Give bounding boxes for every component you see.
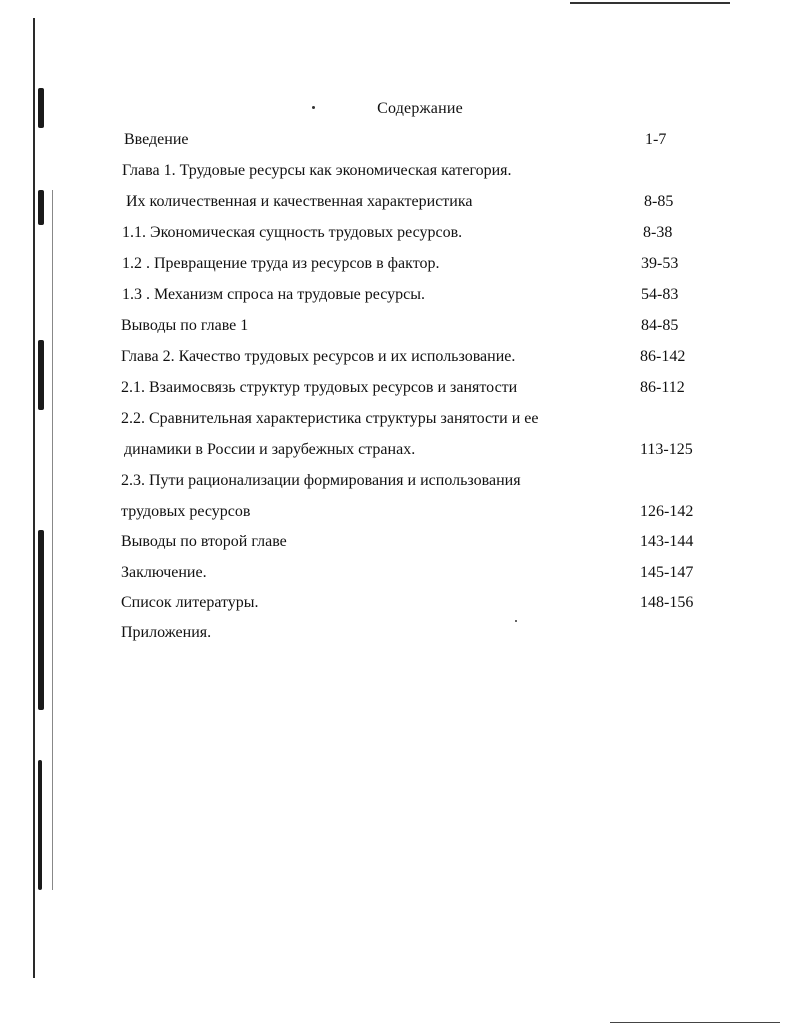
toc-row-section-2-3 — [0, 469, 796, 493]
toc-entry-text: 1.2 . Превращение труда из ресурсов в фактор. — [122, 255, 440, 272]
toc-entry-text: 2.2. Сравнительная характеристика структуры занятости и ее — [121, 410, 539, 427]
toc-entry-text: Глава 1. Трудовые ресурсы как экономическая категория. — [122, 162, 512, 179]
toc-row-bibliography — [0, 591, 796, 615]
toc-entry-text: 2.3. Пути рационализации формирования и использования — [121, 472, 521, 489]
binding-mark — [38, 530, 44, 710]
toc-row-chapter-2 — [0, 345, 796, 369]
toc-entry-text: динамики в России и зарубежных странах. — [124, 441, 416, 458]
toc-entry-text: Выводы по главе 1 — [121, 317, 249, 334]
toc-row-section-2-3-cont — [0, 500, 796, 524]
toc-entry-text: 2.1. Взаимосвязь структур трудовых ресурсов и занятости — [121, 379, 518, 396]
toc-row-conclusions-1 — [0, 314, 796, 338]
toc-row-chapter-1 — [0, 159, 796, 183]
toc-row-section-1-1 — [0, 221, 796, 245]
binding-mark — [38, 760, 42, 890]
toc-entry-page: 8-38 — [643, 224, 673, 241]
toc-entry-text: Введение — [124, 131, 189, 148]
scan-edge-top — [570, 2, 730, 4]
toc-entry-page: 143-144 — [640, 533, 694, 550]
toc-row-section-2-1 — [0, 376, 796, 400]
toc-row-conclusions-2 — [0, 530, 796, 554]
toc-entry-text: Приложения. — [121, 624, 212, 641]
toc-entry-page: 86-112 — [640, 379, 685, 396]
toc-entry-text: Список литературы. — [121, 594, 259, 611]
toc-entry-text: 1.3 . Механизм спроса на трудовые ресурсы. — [122, 286, 426, 303]
toc-entry-text: Глава 2. Качество трудовых ресурсов и их использование. — [121, 348, 516, 365]
toc-entry-text: 1.1. Экономическая сущность трудовых ресурсов. — [122, 224, 463, 241]
toc-entry-page: 113-125 — [640, 441, 693, 458]
toc-row-section-1-2 — [0, 252, 796, 276]
toc-row-conclusion — [0, 561, 796, 585]
page-title: Содержание — [377, 100, 463, 117]
toc-entry-text: Их количественная и качественная характеристика — [126, 193, 473, 210]
toc-entry-page: 145-147 — [640, 564, 694, 581]
toc-row-chapter-1-cont — [0, 190, 796, 214]
toc-entry-page: 8-85 — [644, 193, 674, 210]
toc-row-introduction — [0, 128, 796, 152]
toc-row-section-2-2 — [0, 407, 796, 431]
toc-entry-text: трудовых ресурсов — [121, 503, 251, 520]
toc-entry-page: 84-85 — [641, 317, 679, 334]
toc-entry-page: 86-142 — [640, 348, 686, 365]
toc-entry-page: 1-7 — [645, 131, 667, 148]
scan-edge-bottom — [610, 1022, 780, 1023]
toc-entry-page: 148-156 — [640, 594, 694, 611]
toc-entry-text: Заключение. — [121, 564, 207, 581]
toc-entry-page: 126-142 — [640, 503, 694, 520]
toc-entry-text: Выводы по второй главе — [121, 533, 287, 550]
toc-row-section-1-3 — [0, 283, 796, 307]
toc-entry-page: 54-83 — [641, 286, 679, 303]
toc-row-appendices — [0, 621, 796, 645]
toc-row-section-2-2-cont — [0, 438, 796, 462]
toc-entry-page: 39-53 — [641, 255, 679, 272]
